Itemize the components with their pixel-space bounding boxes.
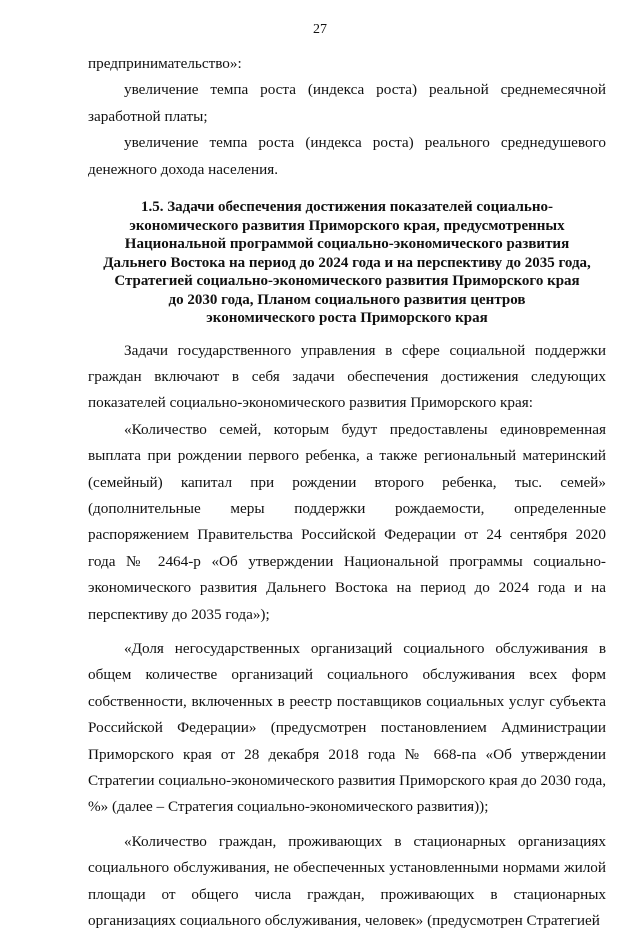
paragraph-wage-growth: увеличение темпа роста (индекса роста) реальной среднемесячной заработной платы; — [88, 81, 606, 125]
heading-line: Стратегией социально-экономического развития Приморского края — [114, 273, 580, 290]
heading-line: Дальнего Востока на период до 2024 года и на перспективу до 2035 года, — [103, 254, 591, 271]
document-body — [88, 51, 606, 934]
section-heading — [88, 198, 606, 328]
heading-line: экономического развития Приморского края, предусмотренных — [129, 217, 565, 234]
heading-line: экономического роста Приморского края — [206, 310, 488, 327]
heading-line: 1.5. Задачи обеспечения достижения показателей социально- — [141, 199, 553, 216]
paragraph-housing-indicator: «Количество граждан, проживающих в стационарных организациях социального обслуживания, не обеспеченных установленными нормами жилой площади от общего числа граждан, проживающих в стационарных организациях социального обслуживания, человек» (предусмотрен Стратегией — [88, 832, 606, 930]
paragraph-ngo-share-indicator: «Доля негосударственных организаций социального обслуживания в общем количестве организаций социального обслуживания всех форм собственности, включенных в реестр поставщиков социальных услуг субъекта Российской Федерации» (предусмотрен постановлением Администрации Приморского края от 28 декабря 2018 года № 668-па «Об утверждении Стратегии социально-экономического развития Приморского края до 2030 года, %» (далее – Стратегия социально-экономического развития)); — [88, 640, 606, 816]
page-number: 27 — [313, 22, 327, 37]
heading-line: Национальной программой социально-экономического развития — [124, 236, 570, 253]
paragraph-continuation: предпринимательство»: — [88, 55, 242, 72]
heading-line: до 2030 года, Планом социального развития центров — [168, 291, 526, 308]
paragraph-income-growth: увеличение темпа роста (индекса роста) реального среднедушевого денежного дохода населения. — [88, 134, 606, 178]
paragraph-tasks-intro: Задачи государственного управления в сфере социальной поддержки граждан включают в себя задачи обеспечения достижения следующих показателей социально-экономического развития Приморского края: — [88, 341, 606, 412]
paragraph-families-indicator: «Количество семей, которым будут предоставлены единовременная выплата при рождении первого ребенка, а также региональный материнский (семейный) капитал при рождении второго ребенка, тыс. семей» (дополнительные меры поддержки рождаемости, определенные распоряжением Правительства Российской Федерации от 24 сентября 2020 года № 2464-р «Об утверждении Национальной программы социально-экономического развития Дальнего Востока на период до 2024 года и на перспективу до 2035 года»); — [88, 420, 606, 623]
